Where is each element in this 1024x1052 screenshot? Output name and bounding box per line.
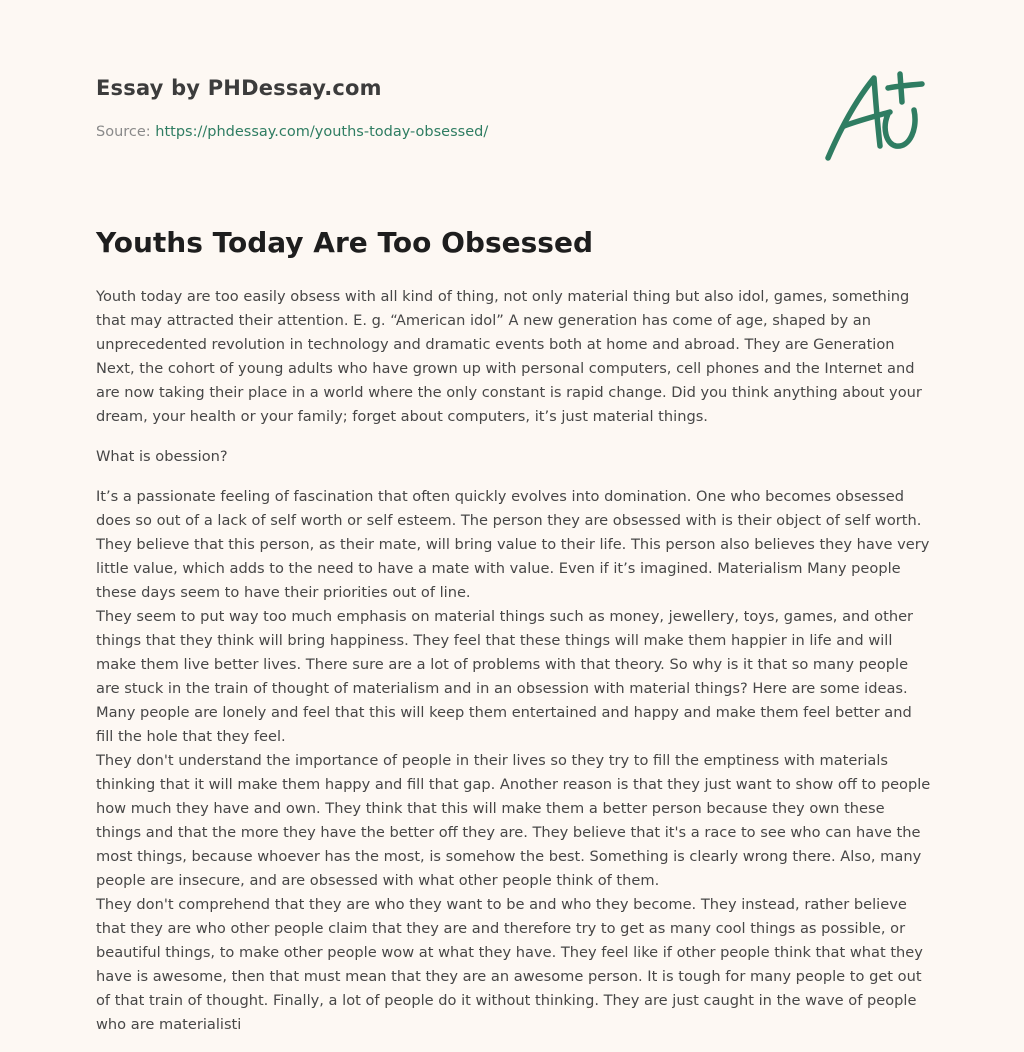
source-link[interactable]: https://phdessay.com/youths-today-obsessed/ [155,124,489,140]
essay-title: Youths Today Are Too Obsessed [96,226,593,259]
paragraph: They don't comprehend that they are who they want to be and who they become. They instead, rather believe that they are who other people claim that they are and therefore try to get as many cool things as possible, or beautiful things, to make other people wow at what they have. They feel like if other people think that what they have is awesome, then that must mean that they are an awesome person. It is tough for many people to get out of that train of thought. Finally, a lot of people do it without thinking. They are just caught in the wave of people who are materialisti [96,896,923,1033]
paragraph: They don't understand the importance of people in their lives so they try to fill the emptiness with materials thinking that it will make them happy and fill that gap. Another reason is that they just want to show off to people how much they have and own. They think that this will make them a better person because they own these things and that the more they have the better off they are. They believe that it's a race to see who can have the most things, because whoever has the most, is somehow the best. Something is clearly wrong there. Also, many people are insecure, and are obsessed with what other people think of them. [96,752,931,889]
source-label: Source: [96,124,151,140]
a-plus-logo [822,66,928,166]
brand-title: Essay by PHDessay.com [96,76,382,100]
paragraph: It’s a passionate feeling of fascination that often quickly evolves into domination. One who becomes obsessed does so out of a lack of self worth or self esteem. The person they are obsessed with is their object of self worth. They believe that this person, as their mate, will bring value to their life. This person also believes they have very little value, which adds to the need to have a mate with value. Even if it’s imagined. Materialism Many people these days seem to have their priorities out of line. [96,488,930,601]
source-line [96,124,488,140]
essay-body [96,285,932,1037]
paragraph: They seem to put way too much emphasis on material things such as money, jewellery, toys, games, and other things that they think will bring happiness. They feel that these things will make them happier in life and will make them live better lives. There sure are a lot of problems with that theory. So why is it that so many people are stuck in the train of thought of materialism and in an obsession with material things? Here are some ideas. Many people are lonely and feel that this will keep them entertained and happy and make them feel better and fill the hole that they feel. [96,608,914,745]
paragraph: Youth today are too easily obsess with all kind of thing, not only material thing but also idol, games, something that may attracted their attention. E. g. “American idol” A new generation has come of age, shaped by an unprecedented revolution in technology and dramatic events both at home and abroad. They are Generation Next, the cohort of young adults who have grown up with personal computers, cell phones and the Internet and are now taking their place in a world where the only constant is rapid change. Did you think anything about your dream, your health or your family; forget about computers, it’s just material things. [96,288,922,425]
paragraph: What is obession? [96,448,228,465]
